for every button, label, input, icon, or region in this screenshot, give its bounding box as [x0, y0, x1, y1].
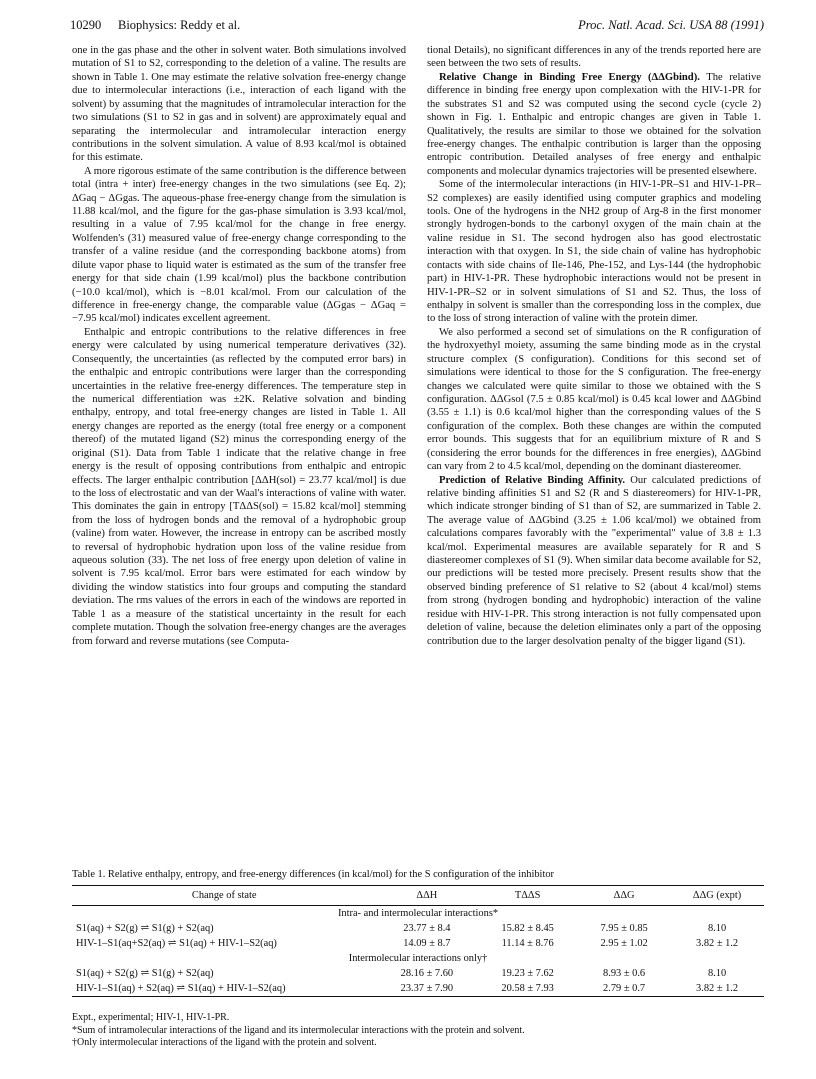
table-cell: 23.37 ± 7.90 [376, 981, 477, 997]
page-header [70, 18, 764, 36]
paragraph: tional Details), no significant differences in any of the trends reported here are seen between the two sets of results. [427, 45, 761, 70]
paragraph [427, 71, 761, 178]
table-header-row [72, 886, 764, 906]
table-caption: Table 1. Relative enthalpy, entropy, and free-energy differences (in kcal/mol) for the S configuration of the inhibitor [72, 869, 554, 880]
paragraph: Some of the intermolecular interactions (in HIV-1-PR–S1 and HIV-1-PR–S2 complexes) are easily identified using computer graphics and modeling tools. One of the hydrogens in the NH2 group of Arg-8 in the first monomer strongly hydrogen-bonds to the carbonyl oxygen of the main chain at the valine residue in S1. The second hydrogen also has good electrostatic interaction with that oxygen. In S1, the side chain of valine has hydrophobic contacts with side chains of Ile-146, Phe-152, and Lys-144 (the hydrophobic part) in HIV-1-PR. These hydrophobic interactions would not be present in HIV-1-PR–S2 or in solvent simulations of S1 and S2. Thus, the loss of enthalpy in solvent is smaller than the corresponding loss in the complex, due to the loss of strong interaction of valine with the protein dimer. [427, 179, 761, 325]
table-cell: 3.82 ± 1.2 [670, 981, 764, 997]
paragraph [427, 474, 761, 648]
column-header: ΔΔH [376, 886, 477, 906]
column-header: Change of state [72, 886, 376, 906]
table-cell: 19.23 ± 7.62 [501, 968, 554, 979]
section-title: Biophysics: Reddy et al. [118, 18, 241, 32]
paragraph-text: The relative difference in binding free energy upon complexation with the HIV-1-PR for the substrates S1 and S2 was computed using the second cycle (cycle 2) shown in Fig. 1. Enthalpic and entropic changes are given in Table 1. Qualitatively, the results are similar to those we obtained for the solvation free-energy changes. The enthalpic contribution is larger than the opposing entropic contribution. Detailed analyses of free energy and enthalpic components and molecular dynamics trajectories will be presented elsewhere. [427, 71, 761, 177]
table-row [72, 921, 764, 936]
table-group-row [72, 951, 764, 966]
table-cell: S1(aq) + S2(g) ⇌ S1(g) + S2(aq) [76, 968, 214, 979]
run-in-heading: Relative Change in Binding Free Energy (ΔΔGbind). [439, 71, 700, 83]
paragraph-text: Our calculated predictions of relative binding affinities S1 and S2 (R and S diastereomers) for HIV-1-PR, which indicate stronger binding of S1 than of S2, are summarized in Table 2. The average value of ΔΔGbind (3.25 ± 1.06 kcal/mol) we obtained from calculations compares favorably with the "experimental" value of 3.8 ± 1.3 kcal/mol. Experimental measures are available separately for R and S diastereomer complexes of S1 (9). When similar data become available for S2, our predictions will be tested more precisely. Present results show that the observed binding preference of S1 relative to S2 (about 4 kcal/mol) stems from strong (hydrogen bonding and hydrophobic) interaction of the valine residue with HIV-1-PR. This strong interaction is not fully compensated upon deletion of valine, because the deletion eliminates only a part of the opposing contribution due to the larger desolvation penalty of the bigger ligand (S1). [427, 474, 761, 647]
group-label: Intra- and intermolecular interactions* [337, 908, 499, 919]
paragraph: Enthalpic and entropic contributions to the relative differences in free energy were calculated by using numerical temperature derivatives (32). Consequently, the uncertainties (as reflected by the computed error bars) in the enthalpic and entropic contributions were larger than the corresponding uncertainties in the relative free-energy differences. The temperature step in the numerical differentiation was ±2K. Relative solvation and binding enthalpy, entropy, and total free-energy changes are listed in Table 1. All energy changes are reported as the energy (total free energy or a component thereof) of the mutated ligand (S2) minus the corresponding energy of the original (S1). Data from Table 1 indicate that the relative change in free energy is the result of opposing contributions from enthalpic and entropic effects. The larger enthalpic contribution [ΔΔH(sol) = 23.77 kcal/mol] is due to the loss of electrostatic and van der Waal's interactions of valine with water. This dominates the gain in entropy [TΔΔS(sol) = 15.82 kcal/mol] stemming from the loss of hydrogen bonds and the removal of a hydrophobic group (valine) from water. However, the increase in entropy can be ascribed mostly to reversal of hydrophobic hydration upon loss of the valine residue from aqueous solution (33). The net loss of free energy upon deletion of valine in solvent is 7.95 kcal/mol. Error bars were estimated for each window by dividing the window statistics into four groups and computing the standard deviation. The rms values of the errors in each of the windows are reported in Table 1 as a measure of the statistical uncertainty in the result for each complete mutation. Though the solvation free-energy changes are the averages from forward and reverse mutations (see Computa- [72, 326, 406, 647]
column-header: TΔΔS [477, 886, 578, 906]
table-cell: HIV-1–S1(aq+S2(aq) ⇌ S1(aq) + HIV-1–S2(aq) [76, 938, 277, 949]
table-row [72, 981, 764, 997]
table-cell: 8.10 [707, 968, 727, 979]
table-cell: 7.95 ± 0.85 [600, 923, 648, 934]
paragraph: A more rigorous estimate of the same contribution is the difference between total (intra + inter) free-energy changes in the two simulations (see Eq. 2); ΔGaq − ΔGgas. The aqueous-phase free-energy change from the simulation is 11.88 kcal/mol, and the figure for the gas-phase simulation is 3.93 kcal/mol, resulting in a value of 7.95 kcal/mol for the change in free energy. Wolfenden's (31) measured value of free-energy change corresponding to the transfer of a valine residue (and the corresponding backbone atoms) from dilute vapor phase to liquid water is estimated as the sum of the transfer free energy for that side chain (1.99 kcal/mol) plus the backbone contribution (−10.0 kcal/mol), which is −8.01 kcal/mol. From our calculation of the difference in free-energy change, the comparable value (ΔGgas − ΔGaq = −7.95 kcal/mol) indicates excellent agreement. [72, 165, 406, 325]
table-footnotes [72, 1012, 764, 1050]
table-cell: 11.14 ± 8.76 [501, 938, 554, 949]
table-group-row [72, 906, 764, 922]
table-cell: 2.79 ± 0.7 [578, 981, 670, 997]
table-cell: 8.93 ± 0.6 [603, 968, 646, 979]
paragraph: one in the gas phase and the other in solvent water. Both simulations involved mutation of S1 to S2, corresponding to the deletion of a valine. The results are shown in Table 1. One may estimate the relative solvation free-energy change due to intermolecular interactions (i.e., interaction of each ligand with the solvent) by assuming that the magnitudes of intramolecular interaction for the two simulations (S1 to S2 in gas and in solvent) are approximately equal and separating the intermolecular and intramolecular interaction energy contributions in the solvent simulation. A value of 8.93 kcal/mol is obtained for this estimate. [72, 45, 406, 164]
results-table [72, 885, 764, 997]
table-row [72, 966, 764, 981]
right-column [427, 44, 761, 648]
footnote: †Only intermolecular interactions of the ligand with the protein and solvent. [72, 1037, 377, 1049]
column-header: ΔΔG (expt) [670, 886, 764, 906]
footnote: *Sum of intramolecular interactions of the ligand and its intermolecular interactions with the protein and solvent. [72, 1024, 525, 1036]
table-cell: 2.95 ± 1.02 [600, 938, 648, 949]
table-cell: 28.16 ± 7.60 [400, 968, 454, 979]
table-cell: 15.82 ± 8.45 [501, 923, 554, 934]
journal-citation: Proc. Natl. Acad. Sci. USA 88 (1991) [578, 18, 764, 32]
column-header: ΔΔG [578, 886, 670, 906]
run-in-heading: Prediction of Relative Binding Affinity. [439, 474, 626, 486]
table-cell: 23.77 ± 8.4 [403, 923, 451, 934]
footnote: Expt., experimental; HIV-1, HIV-1-PR. [72, 1012, 230, 1023]
table-row [72, 936, 764, 951]
table-cell: 20.58 ± 7.93 [477, 981, 578, 997]
table-cell: 8.10 [707, 923, 727, 934]
table-cell: S1(aq) + S2(g) ⇌ S1(g) + S2(aq) [76, 923, 214, 934]
group-label: Intermolecular interactions only† [348, 953, 488, 964]
table-cell: HIV-1–S1(aq) + S2(aq) ⇌ S1(aq) + HIV-1–S2(aq) [72, 981, 376, 997]
left-column [72, 44, 406, 648]
paragraph: We also performed a second set of simulations on the R configuration of the hydroxyethyl moiety, assuming the same binding mode as in the crystal structure complex (S configuration). Conditions for this second set of simulations were identical to those for the S configuration. The free-energy changes we calculated were quite similar to those we obtained with the S configuration. ΔΔGsol (7.5 ± 0.85 kcal/mol) is 0.45 kcal lower and ΔΔGbind (3.55 ± 1.1) is 0.6 kcal/mol higher than the corresponding values of the S configuration of the complex. Both these changes are within the computed error bounds. This suggests that for an equilibrium mixture of R and S (considering the error bounds for the differences in free energies), ΔΔGbind can vary from 2 to 4.5 kcal/mol, depending on the dominant diastereomer. [427, 326, 761, 473]
table-cell: 14.09 ± 8.7 [403, 938, 451, 949]
page-number: 10290 [70, 18, 102, 32]
table-cell: 3.82 ± 1.2 [696, 938, 739, 949]
